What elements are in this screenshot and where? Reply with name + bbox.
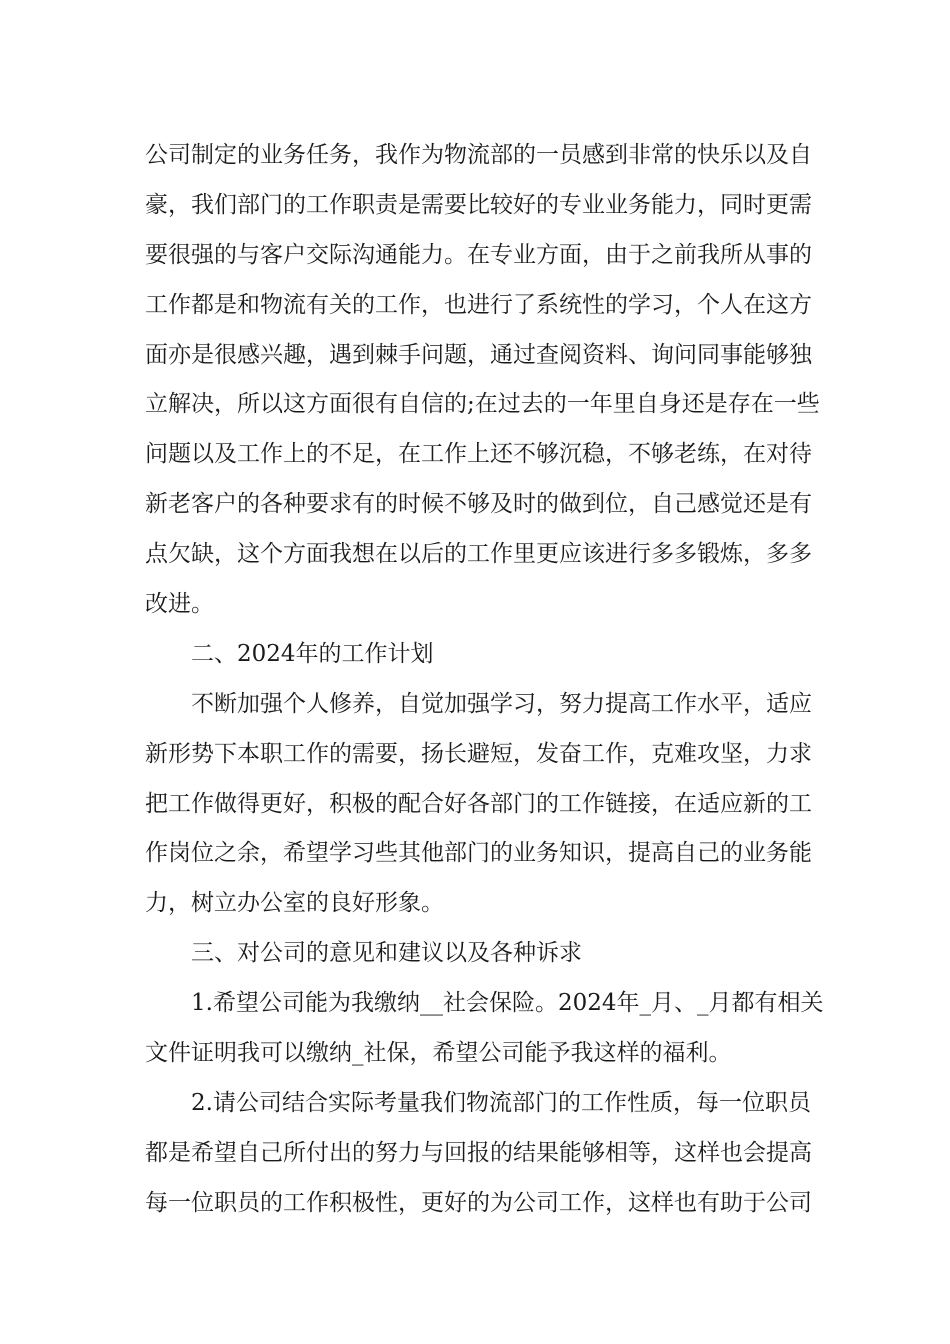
section-heading: 三、对公司的意见和建议以及各种诉求	[191, 940, 582, 967]
paragraph-line: 新老客户的各种要求有的时候不够及时的做到位，自己感觉还是有	[145, 491, 812, 518]
paragraph-line: 立解决，所以这方面很有自信的;在过去的一年里自身还是存在一些	[145, 391, 820, 418]
paragraph-line: 力，树立办公室的良好形象。	[145, 890, 444, 917]
paragraph-line: 都是希望自己所付出的努力与回报的结果能够相等，这样也会提高	[145, 1139, 812, 1166]
paragraph-line: 把工作做得更好，积极的配合好各部门的工作链接，在适应新的工	[145, 790, 812, 817]
paragraph-line: 工作都是和物流有关的工作，也进行了系统性的学习，个人在这方	[145, 291, 812, 318]
paragraph-line: 面亦是很感兴趣，遇到棘手问题，通过查阅资料、询问同事能够独	[145, 341, 812, 368]
paragraph-line: 2.请公司结合实际考量我们物流部门的工作性质，每一位职员	[191, 1089, 811, 1116]
document-body	[145, 131, 824, 1229]
paragraph-line: 不断加强个人修养，自觉加强学习，努力提高工作水平，适应	[191, 690, 812, 717]
paragraph-line: 每一位职员的工作积极性，更好的为公司工作，这样也有助于公司	[145, 1189, 812, 1216]
paragraph-line: 文件证明我可以缴纳_社保，希望公司能予我这样的福利。	[145, 1040, 732, 1067]
paragraph-line: 1.希望公司能为我缴纳__社会保险。2024年_月、_月都有相关	[191, 990, 824, 1017]
section-heading: 二、2024年的工作计划	[191, 640, 434, 667]
paragraph-line: 点欠缺，这个方面我想在以后的工作里更应该进行多多锻炼，多多	[145, 541, 812, 568]
paragraph-line: 问题以及工作上的不足，在工作上还不够沉稳，不够老练，在对待	[145, 441, 812, 468]
paragraph-line: 豪，我们部门的工作职责是需要比较好的专业业务能力，同时更需	[145, 191, 812, 218]
paragraph-line: 要很强的与客户交际沟通能力。在专业方面，由于之前我所从事的	[145, 241, 812, 268]
paragraph-line: 改进。	[145, 591, 214, 618]
paragraph-line: 作岗位之余，希望学习些其他部门的业务知识，提高自己的业务能	[145, 840, 812, 867]
paragraph-line: 新形势下本职工作的需要，扬长避短，发奋工作，克难攻坚，力求	[145, 740, 812, 767]
paragraph-line: 公司制定的业务任务，我作为物流部的一员感到非常的快乐以及自	[145, 142, 812, 168]
